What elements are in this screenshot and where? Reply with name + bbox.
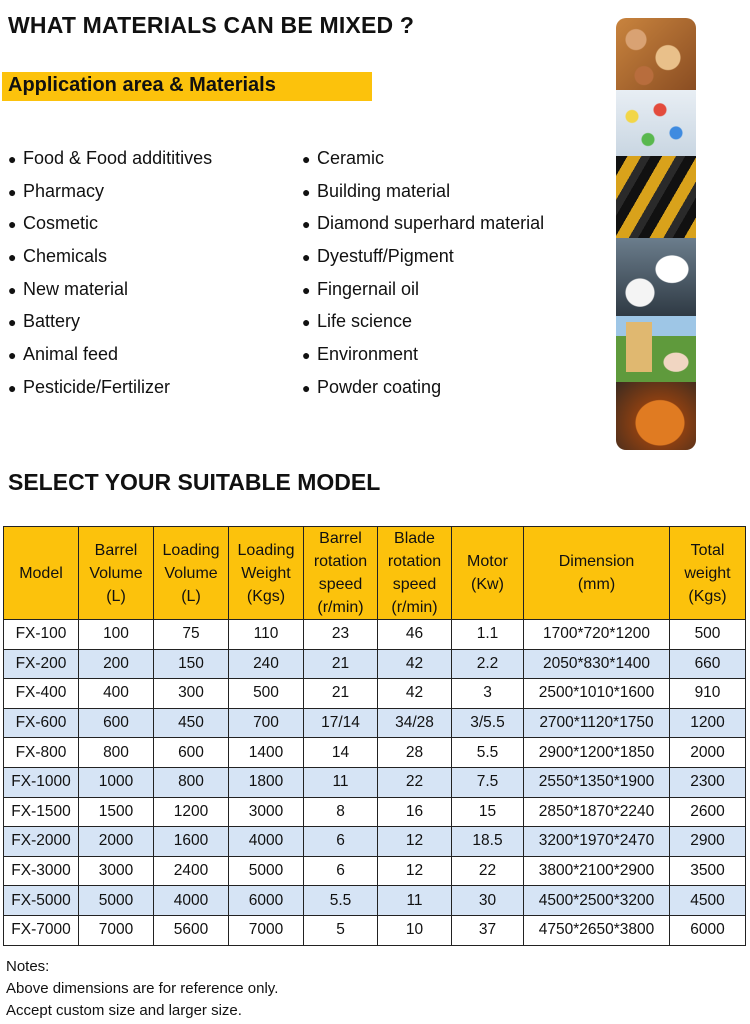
material-item xyxy=(302,211,544,244)
table-cell: 5.5 xyxy=(452,738,524,768)
table-cell: 18.5 xyxy=(452,827,524,857)
table-cell: 200 xyxy=(79,649,154,679)
table-cell: 23 xyxy=(304,620,378,650)
column-header-line: (L) xyxy=(106,587,126,605)
table-row xyxy=(4,620,746,650)
table-cell: 6000 xyxy=(229,886,304,916)
model-name-cell: FX-1000 xyxy=(4,767,79,797)
column-header-line: Volume xyxy=(89,564,143,582)
material-label: Environment xyxy=(317,344,419,365)
table-cell: 17/14 xyxy=(304,708,378,738)
table-cell: 34/28 xyxy=(378,708,452,738)
table-header-row xyxy=(4,527,746,620)
table-cell: 300 xyxy=(154,679,229,709)
table-cell: 1400 xyxy=(229,738,304,768)
table-cell: 3 xyxy=(452,679,524,709)
chemicals-photo xyxy=(616,238,696,316)
material-item xyxy=(302,342,544,375)
table-cell: 600 xyxy=(154,738,229,768)
notes xyxy=(6,956,278,1022)
material-label: Life science xyxy=(317,311,413,332)
table-cell: 3000 xyxy=(229,797,304,827)
model-name-cell: FX-600 xyxy=(4,708,79,738)
table-cell: 21 xyxy=(304,679,378,709)
model-name-cell: FX-2000 xyxy=(4,827,79,857)
table-cell: 7.5 xyxy=(452,767,524,797)
material-item xyxy=(8,179,212,212)
table-cell: 4500*2500*3200 xyxy=(524,886,670,916)
table-cell: 21 xyxy=(304,649,378,679)
bullet-icon: ● xyxy=(8,151,17,167)
table-cell: 1500 xyxy=(79,797,154,827)
bullet-icon: ● xyxy=(302,347,311,364)
table-cell: 5000 xyxy=(229,856,304,886)
table-row xyxy=(4,886,746,916)
table-cell: 600 xyxy=(79,708,154,738)
table-cell: 2400 xyxy=(154,856,229,886)
column-header-line: Loading xyxy=(162,541,220,559)
table-cell: 1600 xyxy=(154,827,229,857)
material-label: Battery xyxy=(23,311,81,332)
table-cell: 2700*1120*1750 xyxy=(524,708,670,738)
material-label: Fingernail oil xyxy=(317,278,420,299)
material-item xyxy=(8,146,212,179)
bullet-icon: ● xyxy=(8,347,17,364)
table-cell: 5000 xyxy=(79,886,154,916)
table-cell: 6 xyxy=(304,827,378,857)
column-header xyxy=(378,527,452,620)
table-row xyxy=(4,797,746,827)
column-header xyxy=(452,527,524,620)
material-item xyxy=(302,309,544,342)
application-image-strip xyxy=(616,18,696,450)
table-cell: 910 xyxy=(670,679,746,709)
table-row xyxy=(4,827,746,857)
material-item xyxy=(302,179,544,212)
section-banner-label: Application area & Materials xyxy=(8,74,276,96)
table-cell: 2600 xyxy=(670,797,746,827)
table-cell: 3200*1970*2470 xyxy=(524,827,670,857)
table-row xyxy=(4,915,746,945)
material-item xyxy=(8,375,212,408)
model-name-cell: FX-7000 xyxy=(4,915,79,945)
table-cell: 3/5.5 xyxy=(452,708,524,738)
table-row xyxy=(4,856,746,886)
column-header xyxy=(524,527,670,620)
notes-line: Above dimensions are for reference only. xyxy=(6,980,279,997)
material-label: Cosmetic xyxy=(23,213,99,234)
bullet-icon: ● xyxy=(302,183,311,200)
column-header-line: (mm) xyxy=(577,576,616,593)
material-label: Food & Food addititives xyxy=(23,148,213,168)
column-header-line: Model xyxy=(19,564,63,582)
column-header-line: (r/min) xyxy=(317,599,364,616)
column-header xyxy=(304,527,378,620)
table-cell: 28 xyxy=(378,738,452,768)
table-cell: 450 xyxy=(154,708,229,738)
column-header xyxy=(670,527,746,620)
table-cell: 800 xyxy=(154,767,229,797)
materials-list-right xyxy=(302,146,544,408)
table-cell: 5.5 xyxy=(304,886,378,916)
column-header-line: Volume xyxy=(164,564,218,582)
column-header-line: (L) xyxy=(181,587,201,605)
material-label: Chemicals xyxy=(23,246,108,267)
column-header-line: Barrel xyxy=(94,541,138,559)
table-cell: 7000 xyxy=(79,915,154,945)
table-cell: 240 xyxy=(229,649,304,679)
column-header-line: speed xyxy=(318,576,363,593)
table-cell: 46 xyxy=(378,620,452,650)
bullet-icon: ● xyxy=(8,183,17,200)
model-name-cell: FX-800 xyxy=(4,738,79,768)
bullet-icon: ● xyxy=(8,281,17,298)
bullet-icon: ● xyxy=(302,249,311,266)
table-cell: 2850*1870*2240 xyxy=(524,797,670,827)
table-cell: 4500 xyxy=(670,886,746,916)
material-label: Pharmacy xyxy=(23,180,105,201)
bullet-icon: ● xyxy=(8,249,17,266)
table-cell: 800 xyxy=(79,738,154,768)
table-row xyxy=(4,738,746,768)
table-cell: 3800*2100*2900 xyxy=(524,856,670,886)
table-cell: 1200 xyxy=(154,797,229,827)
model-name-cell: FX-3000 xyxy=(4,856,79,886)
column-header xyxy=(4,527,79,620)
model-name-cell: FX-1500 xyxy=(4,797,79,827)
model-name-cell: FX-200 xyxy=(4,649,79,679)
table-cell: 3000 xyxy=(79,856,154,886)
table-cell: 4000 xyxy=(154,886,229,916)
bullet-icon: ● xyxy=(302,281,311,298)
bullet-icon: ● xyxy=(302,379,311,396)
table-cell: 10 xyxy=(378,915,452,945)
material-item xyxy=(302,277,544,310)
table-cell: 2550*1350*1900 xyxy=(524,767,670,797)
table-cell: 8 xyxy=(304,797,378,827)
table-cell: 1000 xyxy=(79,767,154,797)
material-item xyxy=(8,342,212,375)
table-cell: 500 xyxy=(229,679,304,709)
column-header-line: (Kw) xyxy=(471,576,504,593)
table-cell: 2000 xyxy=(670,738,746,768)
table-cell: 15 xyxy=(452,797,524,827)
material-label: Powder coating xyxy=(317,376,442,397)
table-cell: 5600 xyxy=(154,915,229,945)
pharmacy-photo xyxy=(616,90,696,156)
table-row xyxy=(4,767,746,797)
column-header-line: (Kgs) xyxy=(246,587,286,605)
table-cell: 22 xyxy=(378,767,452,797)
column-header-line: Dimension xyxy=(558,553,635,570)
model-section-title: SELECT YOUR SUITABLE MODEL xyxy=(8,469,381,495)
table-cell: 660 xyxy=(670,649,746,679)
column-header xyxy=(154,527,229,620)
table-cell: 4000 xyxy=(229,827,304,857)
bullet-icon: ● xyxy=(302,216,311,233)
table-cell: 150 xyxy=(154,649,229,679)
cosmetic-photo xyxy=(616,156,696,238)
table-cell: 6 xyxy=(304,856,378,886)
bullet-icon: ● xyxy=(8,216,17,233)
column-header-line: rotation xyxy=(313,553,368,570)
material-label: Dyestuff/Pigment xyxy=(317,246,454,267)
bullet-icon: ● xyxy=(8,379,17,396)
table-cell: 11 xyxy=(304,767,378,797)
notes-line: Accept custom size and larger size. xyxy=(6,1002,242,1019)
table-cell: 2050*830*1400 xyxy=(524,649,670,679)
table-cell: 2900 xyxy=(670,827,746,857)
table-cell: 75 xyxy=(154,620,229,650)
material-label: Building material xyxy=(317,180,451,201)
column-header xyxy=(79,527,154,620)
table-cell: 2000 xyxy=(79,827,154,857)
material-label: Animal feed xyxy=(23,344,119,365)
column-header-line: Motor xyxy=(467,553,508,570)
table-body xyxy=(4,620,746,946)
powder-photo xyxy=(616,382,696,450)
column-header xyxy=(229,527,304,620)
table-cell: 12 xyxy=(378,827,452,857)
material-label: New material xyxy=(23,278,129,299)
notes-heading: Notes: xyxy=(6,958,50,975)
table-cell: 3500 xyxy=(670,856,746,886)
material-item xyxy=(8,244,212,277)
material-item xyxy=(302,244,544,277)
table-row xyxy=(4,679,746,709)
bullet-icon: ● xyxy=(302,151,311,167)
table-cell: 11 xyxy=(378,886,452,916)
animal-feed-photo xyxy=(616,316,696,382)
table-cell: 2900*1200*1850 xyxy=(524,738,670,768)
materials-list-left xyxy=(8,146,212,408)
table-cell: 400 xyxy=(79,679,154,709)
table-cell: 22 xyxy=(452,856,524,886)
table-cell: 2500*1010*1600 xyxy=(524,679,670,709)
bullet-icon: ● xyxy=(8,314,17,331)
table-cell: 7000 xyxy=(229,915,304,945)
section-banner xyxy=(2,72,372,101)
table-cell: 4750*2650*3800 xyxy=(524,915,670,945)
table-cell: 700 xyxy=(229,708,304,738)
material-label: Pesticide/Fertilizer xyxy=(23,376,171,397)
material-item xyxy=(302,375,544,408)
table-cell: 16 xyxy=(378,797,452,827)
table-cell: 6000 xyxy=(670,915,746,945)
table-row xyxy=(4,649,746,679)
column-header-line: Loading xyxy=(237,541,295,559)
column-header-line: Barrel xyxy=(319,530,362,547)
model-name-cell: FX-100 xyxy=(4,620,79,650)
table-cell: 30 xyxy=(452,886,524,916)
table-cell: 1700*720*1200 xyxy=(524,620,670,650)
column-header-line: Blade xyxy=(394,530,435,547)
table-cell: 42 xyxy=(378,649,452,679)
table-cell: 12 xyxy=(378,856,452,886)
material-item xyxy=(8,277,212,310)
table-cell: 37 xyxy=(452,915,524,945)
column-header-line: Weight xyxy=(241,564,291,582)
table-cell: 100 xyxy=(79,620,154,650)
material-label: Diamond superhard material xyxy=(317,213,545,234)
table-cell: 500 xyxy=(670,620,746,650)
table-cell: 2.2 xyxy=(452,649,524,679)
column-header-line: Total xyxy=(690,541,725,559)
page-title: WHAT MATERIALS CAN BE MIXED ? xyxy=(8,12,415,38)
column-header-line: weight xyxy=(684,564,731,582)
table-cell: 14 xyxy=(304,738,378,768)
material-label: Ceramic xyxy=(317,148,385,168)
column-header-line: rotation xyxy=(387,553,442,570)
model-name-cell: FX-400 xyxy=(4,679,79,709)
table-cell: 42 xyxy=(378,679,452,709)
column-header-line: (r/min) xyxy=(391,599,438,616)
model-name-cell: FX-5000 xyxy=(4,886,79,916)
material-item xyxy=(302,146,544,179)
table-cell: 1800 xyxy=(229,767,304,797)
food-photo xyxy=(616,18,696,90)
model-spec-table xyxy=(3,526,746,946)
material-item xyxy=(8,309,212,342)
material-item xyxy=(8,211,212,244)
table-cell: 1200 xyxy=(670,708,746,738)
column-header-line: speed xyxy=(392,576,437,593)
table-cell: 1.1 xyxy=(452,620,524,650)
bullet-icon: ● xyxy=(302,314,311,331)
column-header-line: (Kgs) xyxy=(688,587,727,605)
table-cell: 5 xyxy=(304,915,378,945)
table-cell: 110 xyxy=(229,620,304,650)
table-row xyxy=(4,708,746,738)
table-cell: 2300 xyxy=(670,767,746,797)
